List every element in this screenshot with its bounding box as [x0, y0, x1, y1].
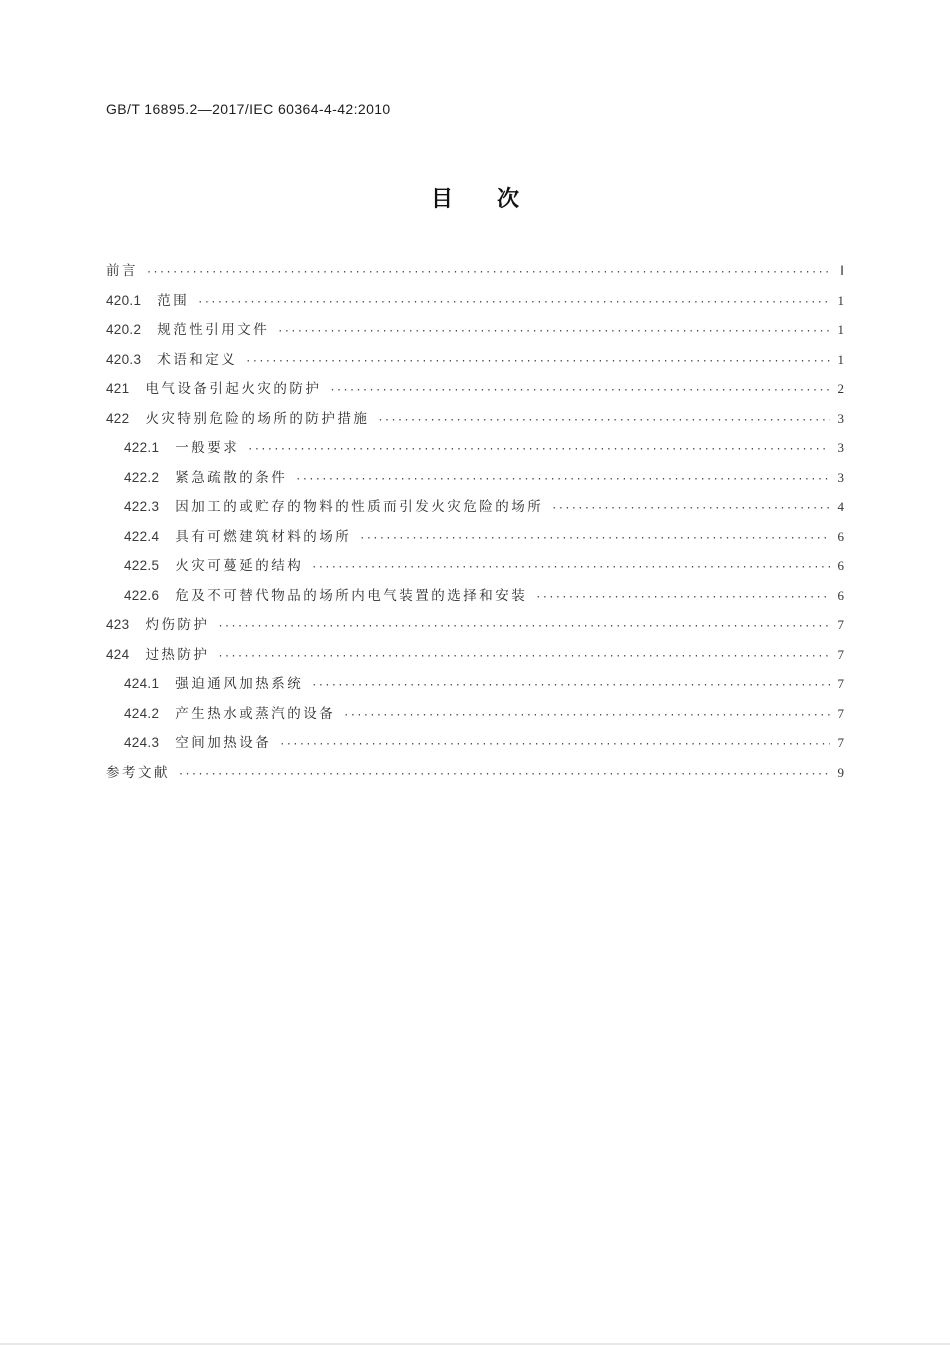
toc-entry-label: 过热防护	[145, 646, 210, 663]
toc-entry-page: 2	[837, 381, 844, 396]
toc-entry-page: 6	[837, 587, 844, 603]
toc-entry[interactable]	[106, 404, 844, 434]
toc-entry-label: 产生热水或蒸汽的设备	[175, 705, 336, 722]
toc-entry[interactable]	[106, 315, 844, 345]
toc-entry-number: 421	[106, 381, 130, 396]
toc-dot-leader	[329, 376, 830, 406]
toc-entry-number: 422.5	[124, 558, 160, 573]
toc-entry-label: 参考文献	[106, 764, 170, 781]
toc-dot-leader	[377, 406, 830, 436]
toc-entry-number: 422.1	[124, 440, 160, 455]
toc-entry-label: 规范性引用文件	[157, 322, 270, 338]
toc-entry-page: 6	[837, 558, 844, 573]
toc-entry-number: 423	[106, 617, 130, 632]
toc-entry-number: 420.1	[106, 292, 142, 308]
toc-entry-label: 术语和定义	[157, 351, 238, 368]
page-title: 目次	[430, 187, 563, 212]
toc-dot-leader	[247, 435, 830, 465]
toc-entry-label: 一般要求	[175, 440, 240, 456]
table-of-contents	[106, 256, 844, 787]
toc-entry-number: 422.4	[124, 528, 160, 544]
toc-entry[interactable]	[106, 433, 844, 463]
toc-entry[interactable]	[106, 640, 844, 670]
toc-entry-page: 7	[837, 676, 844, 691]
toc-entry-page: 7	[837, 646, 844, 662]
toc-dot-leader	[359, 524, 830, 554]
toc-entry-page: 3	[837, 469, 844, 485]
toc-entry-page: 4	[837, 499, 844, 514]
toc-entry[interactable]	[106, 374, 844, 404]
toc-entry-label: 火灾可蔓延的结构	[175, 558, 304, 574]
toc-entry-page: Ⅰ	[840, 263, 844, 278]
toc-entry-page: 1	[837, 292, 844, 308]
toc-entry-page: 1	[837, 322, 844, 337]
toc-dot-leader	[343, 701, 830, 731]
toc-entry-page: 7	[837, 735, 844, 750]
toc-entry[interactable]	[106, 581, 844, 611]
toc-entry-number: 424.1	[124, 676, 160, 691]
toc-entry-label: 强迫通风加热系统	[175, 676, 304, 692]
toc-entry[interactable]	[106, 728, 844, 758]
toc-entry-label: 前言	[106, 263, 138, 279]
toc-entry[interactable]	[106, 758, 844, 788]
toc-entry-number: 420.2	[106, 322, 142, 337]
toc-entry-page: 7	[837, 617, 844, 632]
toc-entry-page: 7	[837, 705, 844, 721]
toc-entry[interactable]	[106, 256, 844, 286]
toc-entry-label: 具有可燃建筑材料的场所	[175, 528, 352, 545]
toc-entry-number: 422	[106, 410, 130, 426]
toc-entry[interactable]	[106, 610, 844, 640]
toc-entry[interactable]	[106, 669, 844, 699]
toc-entry[interactable]	[106, 699, 844, 729]
toc-dot-leader	[311, 671, 830, 701]
toc-entry[interactable]	[106, 345, 844, 375]
toc-entry[interactable]	[106, 286, 844, 316]
toc-entry[interactable]	[106, 492, 844, 522]
toc-entry-number: 422.2	[124, 469, 160, 485]
toc-dot-leader	[295, 465, 830, 495]
toc-dot-leader	[217, 642, 830, 672]
toc-entry-label: 因加工的或贮存的物料的性质而引发火灾危险的场所	[175, 499, 544, 515]
toc-dot-leader	[277, 317, 830, 347]
toc-entry-label: 紧急疏散的条件	[175, 469, 288, 486]
toc-entry-page: 3	[837, 440, 844, 455]
toc-entry-number: 422.3	[124, 499, 160, 514]
toc-entry-label: 火灾特别危险的场所的防护措施	[145, 410, 370, 427]
toc-entry[interactable]	[106, 463, 844, 493]
toc-dot-leader	[197, 288, 830, 318]
toc-entry-label: 灼伤防护	[145, 617, 210, 633]
toc-dot-leader	[217, 612, 830, 642]
toc-dot-leader	[279, 730, 830, 760]
toc-entry-page: 9	[837, 764, 844, 780]
toc-entry-page: 3	[837, 410, 844, 426]
toc-entry-page: 1	[837, 351, 844, 367]
toc-entry[interactable]	[106, 522, 844, 552]
toc-dot-leader	[245, 347, 830, 377]
toc-entry-label: 空间加热设备	[175, 735, 272, 751]
toc-entry-number: 422.6	[124, 587, 160, 603]
toc-dot-leader	[146, 258, 830, 288]
toc-entry-label: 电气设备引起火灾的防护	[145, 381, 322, 397]
toc-entry-label: 范围	[157, 292, 190, 309]
toc-entry-page: 6	[837, 528, 844, 544]
toc-dot-leader	[551, 494, 830, 524]
toc-entry-number: 424.3	[124, 735, 160, 750]
toc-dot-leader	[311, 553, 830, 583]
toc-dot-leader	[178, 760, 830, 790]
toc-entry-label: 危及不可替代物品的场所内电气装置的选择和安装	[175, 587, 528, 604]
standard-code: GB/T 16895.2—2017/IEC 60364-4-42:2010	[106, 101, 391, 117]
toc-entry-number: 424	[106, 646, 130, 662]
toc-entry-number: 420.3	[106, 351, 142, 367]
toc-entry[interactable]	[106, 551, 844, 581]
toc-dot-leader	[535, 583, 830, 613]
toc-entry-number: 424.2	[124, 705, 160, 721]
